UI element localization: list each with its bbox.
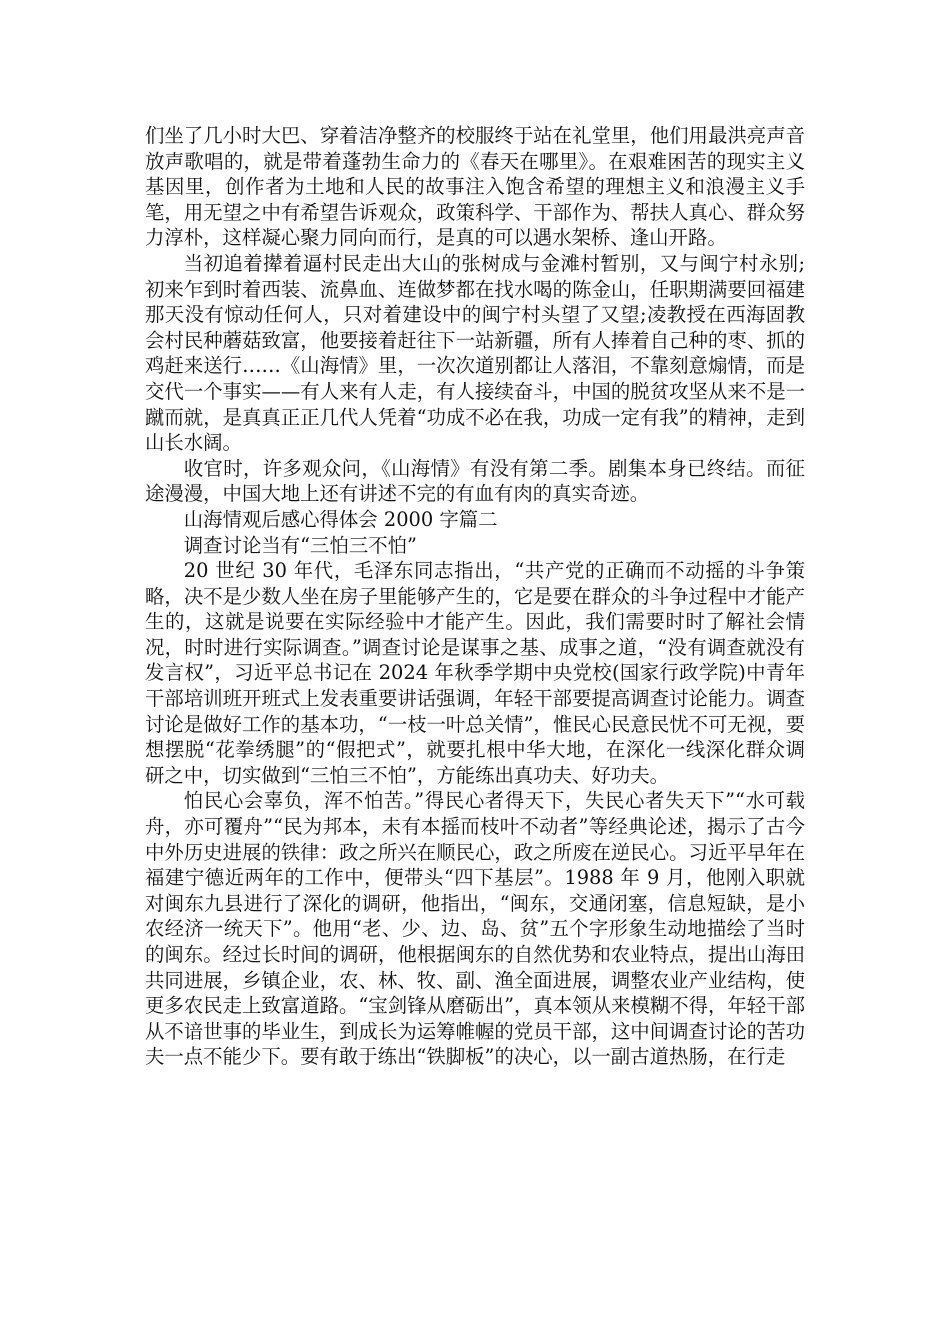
document-body xyxy=(145,123,805,1070)
section-subtitle: 调查讨论当有“三怕三不怕” xyxy=(183,533,417,557)
paragraph-finale: 收官时，许多观众问，《山海情》有没有第二季。剧集本身已终结。而征途漫漫，中国大地上还有讲述不完的有血有肉的真实奇迹。 xyxy=(145,456,805,506)
paragraph-farewells: 当初追着撵着逼村民走出大山的张树成与金滩村暂别，又与闽宁村永别;初来乍到时着西装、流鼻血、连做梦都在找水喝的陈金山，任职期满要回福建那天没有惊动任何人，只对着建设中的闽宁村头望了又望;凌教授在西海固教会村民种蘑菇致富，他要接着赶往下一站新疆，所有人捧着自己种的枣、抓的鸡赶来送行……《山海情》里，一次次道别都让人落泪，不靠刻意煽情，而是交代一个事实——有人来有人走，有人接续奋斗，中国的脱贫攻坚从来不是一蹴而就，是真真正正几代人凭着“功成不必在我，功成一定有我”的精神，走到山长水阔。 xyxy=(145,251,805,455)
paragraph-continuation: 们坐了几小时大巴、穿着洁净整齐的校服终于站在礼堂里，他们用最洪亮声音放声歌唱的，就是带着蓬勃生命力的《春天在哪里》。在艰难困苦的现实主义基因里，创作者为土地和人民的故事注入饱含希望的理想主义和浪漫主义手笔，用无望之中有希望告诉观众，政策科学、干部作为、帮扶人真心、群众努力淳朴，这样凝心聚力同向而行，是真的可以遇水架桥、逢山开路。 xyxy=(145,124,805,250)
paragraph-investigation: 20 世纪 30 年代，毛泽东同志指出，“共产党的正确而不动摇的斗争策略，决不是少数人坐在房子里能够产生的，它是要在群众的斗争过程中才能产生的，这就是说要在实际经验中才能产生。因此，我们需要时时了解社会情况，时时进行实际调查。”调查讨论是谋事之基、成事之道，“没有调查就没有发言权”，习近平总书记在 2024 年秋季学期中央党校(国家行政学院)中青年干部培训班开班式上发表重要讲话强调，年轻干部要提高调查讨论能力。调查讨论是做好工作的基本功，“一枝一叶总关情”，惟民心民意民忧不可无视，要想摆脱“花拳绣腿”的“假把式”，就要扎根中华大地，在深化一线深化群众调研之中，切实做到“三怕三不怕”，方能练出真功夫、好功夫。 xyxy=(145,559,805,787)
paragraph-people: 怕民心会辜负，浑不怕苦。”得民心者得天下，失民心者失天下”“水可载舟，亦可覆舟”“民为邦本，未有本摇而枝叶不动者”等经典论述，揭示了古今中外历史进展的铁律：政之所兴在顺民心，政之所废在逆民心。习近平早年在福建宁德近两年的工作中，便带头“四下基层”。1988 年 9 月，他刚入职就对闽东九县进行了深化的调研，他指出，“闽东，交通闭塞，信息短缺，是小农经济一统天下”。他用“老、少、边、岛、贫”五个字形象生动地描绘了当时的闽东。经过长时间的调研，他根据闽东的自然优势和农业特点，提出山海田共同进展，乡镇企业，农、林、牧、副、渔全面进展，调整农业产业结构，使更多农民走上致富道路。“宝剑锋从磨砺出”，真本领从来模糊不得，年轻干部从不谙世事的毕业生，到成长为运筹帷幄的党员干部，这中间调查讨论的苦功夫一点不能少下。要有敢于练出“铁脚板”的决心，以一副古道热肠，在行走 xyxy=(145,789,805,1069)
section-title: 山海情观后感心得体会 2000 字篇二 xyxy=(183,507,498,531)
